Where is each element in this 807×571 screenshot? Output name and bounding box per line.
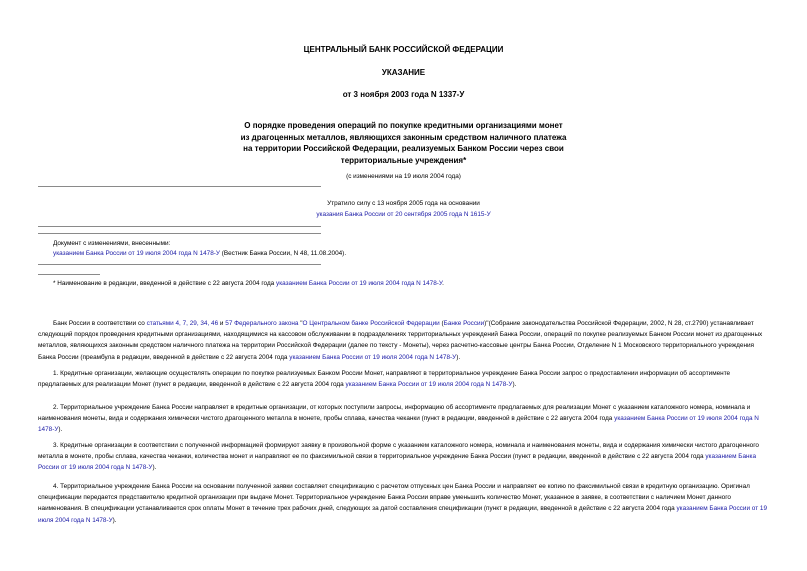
preamble-text: )"(Собрание законодательства Российской Федерации, 2002, N 28, ст.2790) устанавливает следующий порядок проведения кредитными организациями, находящимися на кассовом обслуживании в подразделениях территориальных учреждений Банка России, операций по покупке реализуемых Банком России монет из драгоценных металлов, являющихся законным средством наличного платежа на территории Российской Федерации (далее по тексту - Монеты), через расчетно-кассовые центры Банка России, Отделение N 1 Московского территориального учреждения Банка России (преамбула в редакции, введенной в действие с 22 августа 2004 года <box>38 320 763 361</box>
preamble-text: ( <box>439 320 444 327</box>
preamble-text: Банк России в соответствии со <box>53 320 147 327</box>
repeal-link-wrap <box>180 209 627 220</box>
doc-title-line: из драгоценных металлов, являющихся законным средством наличного платежа <box>240 132 567 142</box>
doc-title-line: на территории Российской Федерации, реализуемых Банком России через свои <box>243 144 564 153</box>
doc-type: УКАЗАНИЕ <box>381 68 426 77</box>
paragraph-1 <box>38 368 769 390</box>
paragraph-tail: ). <box>112 516 117 524</box>
paragraph-tail: ). <box>512 381 517 389</box>
paragraph-text: 4. Территориальное учреждение Банка России на основании полученной заявки составляет спецификацию с расчетом отпускных цен Банка России и направляет ее копию по факсимильной связи в кредитную организацию. Оригинал спецификации передается представителю кредитной организации при выдаче Монет. Территориальное учреждение Банка России вправе уменьшить количество Монет, указанное в заявке, в соответствии с наличием Монет данного наименования. В спецификации устанавливается срок оплаты Монет в течение трех рабочих дней, следующих за датой составления спецификации (пункт в редакции, введенной в действие с 22 августа 2004 года <box>38 483 750 513</box>
divider <box>38 186 321 187</box>
paragraph-3 <box>38 440 769 474</box>
doc-title-line: территориальные учреждения* <box>340 155 467 165</box>
footnote-divider <box>38 274 100 275</box>
articles-link[interactable]: статьями 4, 7, 29, 34, 46 <box>146 320 219 327</box>
repeal-status: Утратило силу с 13 ноября 2005 года на основании <box>327 200 480 207</box>
amendment-link[interactable]: указанием Банка России от 19 июля 2004 года N 1478-У <box>38 505 768 524</box>
paragraph-text: 1. Кредитные организации, желающие осуществлять операции по покупке реализуемых Банком России Монет, направляют в территориальное учреждение Банка России запрос о предоставлении информации об ассортименте предлагаемых для реализации Монет (пункт в редакции, введенной в действие с 22 августа 2004 года <box>38 370 731 389</box>
paragraph-2 <box>38 402 769 436</box>
paragraph-text: 2. Территориальное учреждение Банка России направляет в кредитные организации, от которых поступили запросы, информацию об ассортименте предлагаемых для реализации Монет с указанием каталожного номера, номинала и наименования монеты, вида и содержания химически чистого драгоценного металла в монете, пробы сплава, качества чеканки (пункт в редакции, введенной в действие с 22 августа 2004 года <box>38 404 751 423</box>
amendments-note: (с изменениями на 19 июля 2004 года) <box>346 173 461 180</box>
paragraph-4 <box>38 481 769 526</box>
footnote-text: * Наименование в редакции, введенной в действие с 22 августа 2004 года <box>53 280 277 287</box>
divider <box>38 233 321 234</box>
paragraph-text: 3. Кредитные организации в соответствии с полученной информацией формируют заявку в произвольной форме с указанием каталожного номера, номинала и наименования монеты, вида и содержания химически чистого драгоценного металла в монете, пробы сплава, качества чеканки, количества монет и направляют ее по факсимильной связи в территориальное учреждение Банка России (пункт в редакции, введенной в действие с 22 августа 2004 года <box>38 442 759 461</box>
repeal-link[interactable]: указания Банка России от 20 сентября 2005 года N 1615-У <box>316 211 491 218</box>
changes-link[interactable]: указанием Банка России от 19 июля 2004 года N 1478-У <box>53 250 220 257</box>
changes-label: Документ с изменениями, внесенными: <box>53 240 171 247</box>
footnote-link[interactable]: указанием Банка России от 19 июля 2004 года N 1478-У <box>276 280 443 287</box>
amendment-link[interactable]: указанием Банка России от 19 июля 2004 года N 1478-У <box>38 453 757 472</box>
doc-title <box>0 120 807 166</box>
changes-line <box>53 248 346 259</box>
paragraph-tail: ). <box>58 426 63 434</box>
amendment-link[interactable]: указанием Банка России от 19 июля 2004 года N 1478-У <box>289 353 457 361</box>
paragraph-tail: ). <box>152 464 157 472</box>
federal-law-link[interactable]: 57 Федерального закона <box>225 320 299 327</box>
amendment-link[interactable]: указанием Банка России от 19 июля 2004 года N 1478-У <box>345 381 513 389</box>
preamble-text: ). <box>456 353 461 361</box>
doc-date-number: от 3 ноября 2003 года N 1337-У <box>342 90 465 99</box>
org-name: ЦЕНТРАЛЬНЫЙ БАНК РОССИЙСКОЙ ФЕДЕРАЦИИ <box>303 45 504 54</box>
divider <box>38 264 321 265</box>
amendment-link[interactable]: указанием Банка России от 19 июля 2004 года N 1478-У <box>38 415 759 434</box>
preamble-text: и <box>218 320 226 327</box>
central-bank-law-link[interactable]: О Центральном банке Российской Федерации <box>302 320 440 327</box>
bank-of-russia-link[interactable]: Банке России <box>443 320 485 327</box>
preamble-text: " <box>298 320 303 327</box>
preamble-paragraph <box>38 318 769 363</box>
footnote <box>53 278 444 289</box>
changes-tail: (Вестник Банка России, N 48, 11.08.2004). <box>219 250 347 257</box>
footnote-tail: . <box>442 280 444 287</box>
doc-title-line: О порядке проведения операций по покупке кредитными организациями монет <box>244 121 563 130</box>
divider <box>38 226 321 227</box>
